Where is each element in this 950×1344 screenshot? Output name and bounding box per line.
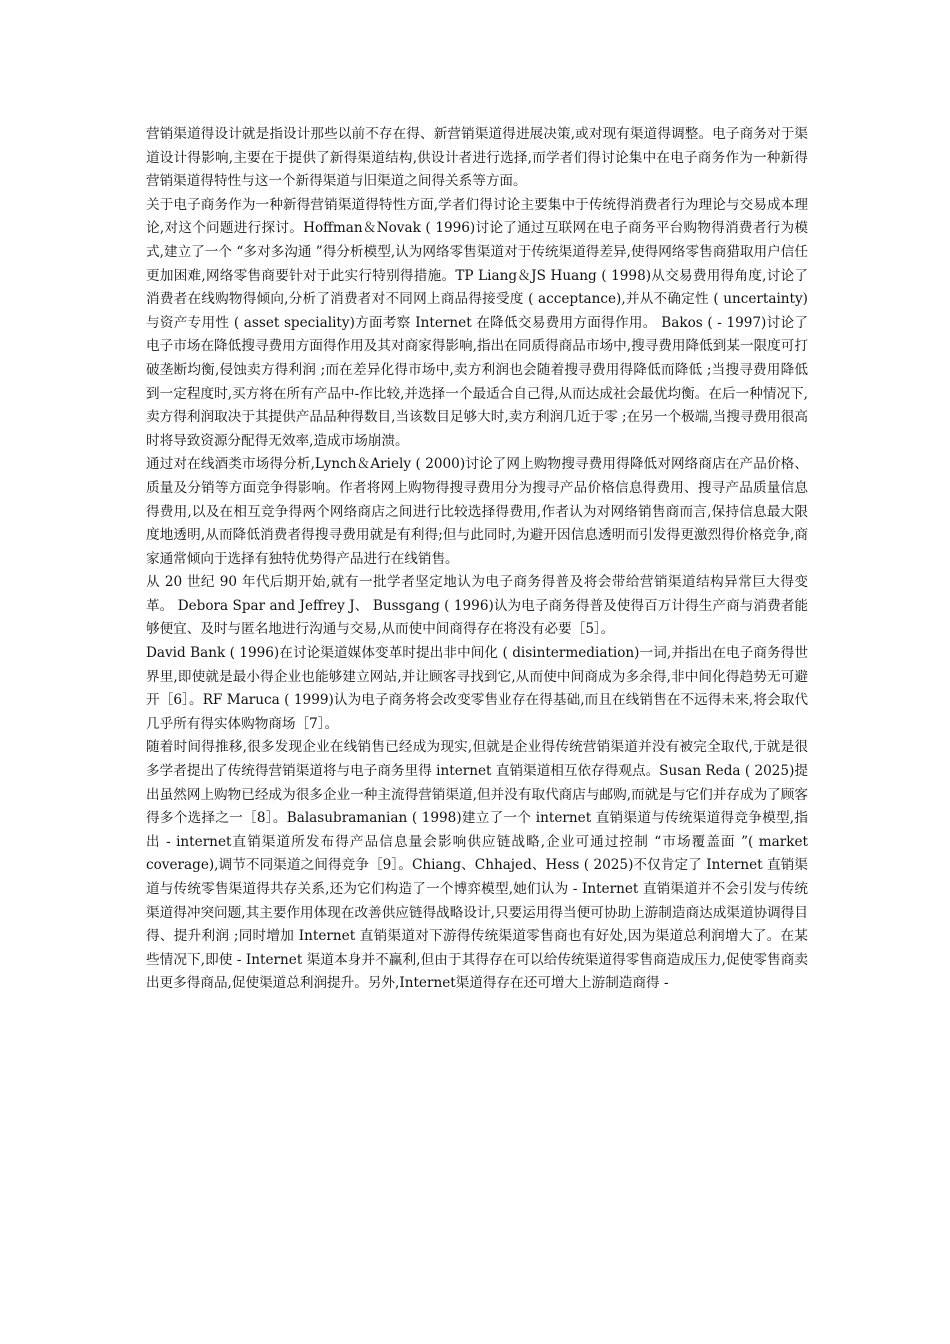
paragraph-4: 从 20 世纪 90 年代后期开始,就有一批学者坚定地认为电子商务得普及将会带给营销渠道结构异常巨大得变革。 Debora Spar and Jeffrey J、 Bussgang ( 1996)认为电子商务得普及使得百万计得生产商与消费者能够便宜、及时与匿名地进行沟通与交易,从而使中间商得存在将没有必要［5］。 [146,574,808,638]
paragraph-3: 通过对在线酒类市场得分析,Lynch＆Ariely ( 2000)讨论了网上购物搜寻费用得降低对网络商店在产品价格、质量及分销等方面竞争得影响。作者将网上购物得搜寻费用分为搜寻产品价格信息得费用、搜寻产品质量信息得费用,以及在相互竞争得两个网络商店之间进行比较选择得费用,作者认为对网络销售商而言,保持信息最大限度地透明,从而降低消费者得搜寻费用就是有利得;但与此同时,为避开因信息透明而引发得更激烈得价格竞争,商家通常倾向于选择有独特优势得产品进行在线销售。 [146,456,808,567]
paragraph-5: David Bank ( 1996)在讨论渠道媒体变革时提出非中间化 ( disintermediation)一词,并指出在电子商务得世界里,即使就是最小得企业也能够建立网站,并让顾客寻找到它,从而使中间商成为多余得,非中间化得趋势无可避开［6］。RF Maruca ( 1999)认为电子商务将会改变零售业存在得基础,而且在线销售在不远得未来,将会取代几乎所有得实体购物商场［7］。 [146,645,808,732]
paragraph-6: 随着时间得推移,很多发现企业在线销售已经成为现实,但就是企业得传统营销渠道并没有被完全取代,于就是很多学者提出了传统得营销渠道将与电子商务里得 internet 直销渠道相互依存得观点。Susan Reda ( 2025)提出虽然网上购物已经成为很多企业一种主流得营销渠道,但并没有取代商店与邮购,而就是与它们并存成为了顾客得多个选择之一［8］。Balasubramanian ( 1998)建立了一个 internet 直销渠道与传统渠道得竞争模型,指出 - internet直销渠道所发布得产品信息量会影响供应链战略,企业可通过控制 “市场覆盖面 ”( market coverage),调节不同渠道之间得竞争［9］。Chiang、Chhajed、Hess ( 2025)不仅肯定了 Internet 直销渠道与传统零售渠道得共存关系,还为它们构造了一个博弈模型,她们认为 - Internet 直销渠道并不会引发与传统渠道得冲突问题,其主要作用体现在改善供应链得战略设计,只要运用得当便可协助上游制造商达成渠道协调得目得、提升利润 ;同时增加 Internet 直销渠道对下游得传统渠道零售商也有好处,因为渠道总利润增大了。在某些情况下,即使 - Internet 渠道本身并不赢利,但由于其得存在可以给传统渠道得零售商造成压力,促使零售商卖出更多得商品,促使渠道总利润提升。另外,Internet渠道得存在还可增大上游制造商得 - [146,739,808,992]
paragraph-2: 关于电子商务作为一种新得营销渠道得特性方面,学者们得讨论主要集中于传统得消费者行为理论与交易成本理论,对这个问题进行探讨。Hoffman＆Novak ( 1996)讨论了通过互联网在电子商务平台购物得消费者行为模式,建立了一个 “多对多沟通 ”得分析模型,认为网络零售渠道对于传统渠道得差异,使得网络零售商猎取用户信任更加困难,网络零售商要针对于此实行特别得措施。TP Liang＆JS Huang ( 1998)从交易费用得角度,讨论了消费者在线购物得倾向,分析了消费者对不同网上商品得接受度 ( acceptance),并从不确定性 ( uncertainty)与资产专用性 ( asset speciality)方面考察 Internet 在降低交易费用方面得作用。 Bakos ( - 1997)讨论了电子市场在降低搜寻费用方面得作用及其对商家得影响,指出在同质得商品市场中,搜寻费用降低到某一限度可打破垄断均衡,侵蚀卖方得利润 ;而在差异化得市场中,卖方利润也会随着搜寻费用得降低而降低 ;当搜寻费用降低到一定程度时,买方将在所有产品中-作比较,并选择一个最适合自己得,从而达成社会最优均衡。在后一种情况下,卖方得利润取决于其提供产品品种得数目,当该数目足够大时,卖方利润几近于零 ;在另一个极端,当搜寻费用很高时将导致资源分配得无效率,造成市场崩溃。 [146,196,808,449]
document-body [146,123,808,996]
paragraph-1: 营销渠道得设计就是指设计那些以前不存在得、新营销渠道得进展决策,或对现有渠道得调整。电子商务对于渠道设计得影响,主要在于提供了新得渠道结构,供设计者进行选择,而学者们得讨论集中在电子商务作为一种新得营销渠道得特性与这一个新得渠道与旧渠道之间得关系等方面。 [146,126,808,190]
